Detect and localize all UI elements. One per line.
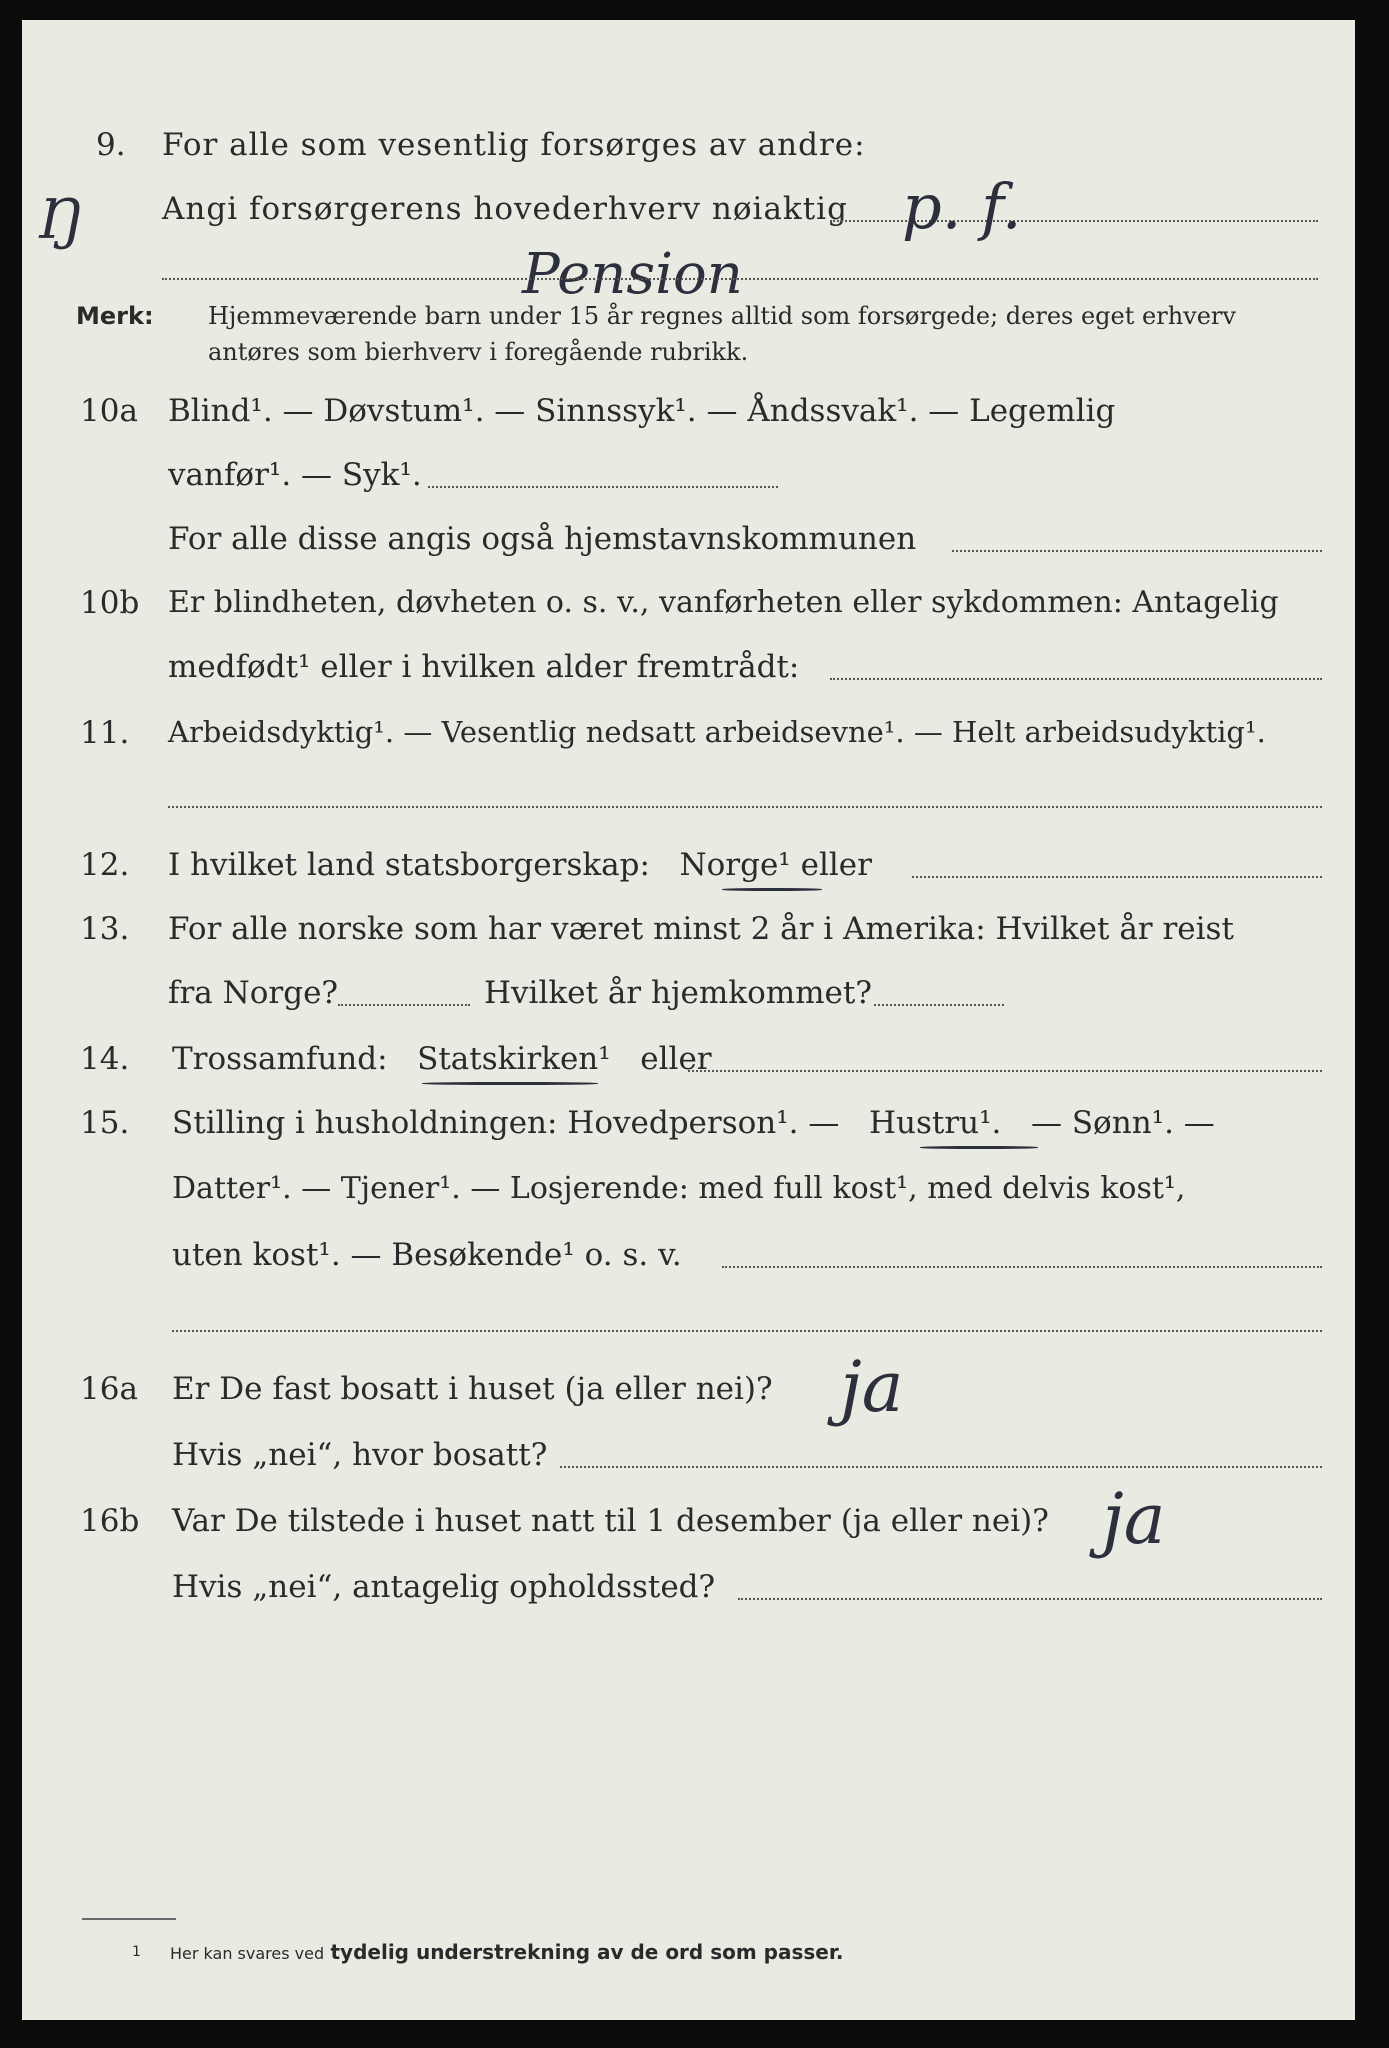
q16a-hand-answer: ja: [840, 1346, 904, 1428]
q16a-line1: Er De fast bosatt i huset (ja eller nei)?: [172, 1371, 773, 1407]
q10b-line2: medfødt¹ eller i hvilken alder fremtrådt:: [168, 649, 800, 685]
q13-line2b: Hvilket år hjemkommet?: [484, 975, 872, 1011]
q14-after: eller: [640, 1041, 712, 1077]
q11-number: 11.: [80, 715, 130, 751]
q16b-line2: Hvis „nei“, antagelig opholdssted?: [172, 1569, 716, 1605]
footnote-text-bold: tydelig understrekning av de ord som passer.: [330, 1940, 844, 1964]
q10a-answer-line-syk: [428, 486, 778, 488]
q10a-answer-line-kommune: [952, 550, 1322, 552]
q16b-hand-answer: ja: [1102, 1478, 1166, 1560]
q10b-line1: Er blindheten, døvheten o. s. v., vanførheten eller sykdommen: Antagelig: [168, 585, 1279, 620]
merk-label: Merk:: [76, 302, 154, 330]
q9-line1: For alle som vesentlig forsørges av andre:: [162, 127, 866, 163]
q14-underlined-statskirken: Statskirken¹: [417, 1041, 611, 1077]
footnote-mark: 1: [132, 1944, 141, 1960]
footnote-text-plain: Her kan svares ved: [170, 1944, 325, 1963]
q16b-line1: Var De tilstede i huset natt til 1 desember (ja eller nei)?: [172, 1503, 1049, 1539]
q9-margin-mark: Ŋ: [36, 188, 82, 251]
q12-underlined-norge: Norge¹: [679, 847, 791, 883]
q16a-answer-line: [560, 1466, 1322, 1468]
q12-number: 12.: [80, 847, 130, 883]
q16a-number: 16a: [80, 1371, 138, 1407]
q15-answer-line1: [722, 1266, 1322, 1268]
q13-line2a: fra Norge?: [168, 975, 339, 1011]
q15-underlined-hustru: Hustru¹.: [868, 1105, 1002, 1141]
q10a-line1: Blind¹. — Døvstum¹. — Sinnssyk¹. — Åndssvak¹. — Legemlig: [168, 393, 1116, 429]
q15-number: 15.: [80, 1105, 130, 1141]
q10a-line3: For alle disse angis også hjemstavnskommunen: [168, 521, 917, 557]
footnote-text: [170, 1940, 843, 1964]
q14-hand-underline: [422, 1082, 598, 1085]
q16b-answer-line: [738, 1598, 1322, 1600]
q12-hand-underline: [722, 888, 822, 891]
q13-number: 13.: [80, 911, 130, 947]
q12-answer-line: [912, 876, 1322, 878]
q12-question: I hvilket land statsborgerskap:: [168, 847, 650, 883]
q13-answer-reist: [338, 1004, 470, 1006]
q14-number: 14.: [80, 1041, 130, 1077]
footnote-rule: [82, 1918, 176, 1920]
q14-answer-line: [688, 1070, 1322, 1072]
merk-line2: antøres som bierhverv i foregående rubrikk.: [208, 338, 749, 366]
q14-before: Trossamfund:: [172, 1041, 388, 1077]
q15-line1c: — Sønn¹. —: [1030, 1105, 1215, 1141]
q15-line1: [172, 1105, 1215, 1141]
q13-answer-hjemkommet: [874, 1004, 1004, 1006]
q15-line3: uten kost¹. — Besøkende¹ o. s. v.: [172, 1237, 682, 1273]
merk-line1: Hjemmeværende barn under 15 år regnes alltid som forsørgede; deres eget erhverv: [208, 302, 1236, 330]
q12-text: [168, 847, 872, 883]
q14-text: [172, 1041, 712, 1077]
q9-number: 9.: [96, 127, 126, 163]
q16a-line2: Hvis „nei“, hvor bosatt?: [172, 1437, 548, 1473]
q15-answer-line2: [172, 1330, 1322, 1332]
q9-hand-answer1: p. f.: [902, 170, 1022, 243]
q12-after: eller: [800, 847, 872, 883]
q10a-number: 10a: [80, 393, 138, 429]
q10b-answer-line: [830, 678, 1322, 680]
q13-line1: For alle norske som har været minst 2 år i Amerika: Hvilket år reist: [168, 911, 1234, 947]
census-form-page: [22, 20, 1355, 2020]
q9-hand-answer2: Pension: [522, 242, 743, 307]
q11-line1: Arbeidsdyktig¹. — Vesentlig nedsatt arbeidsevne¹. — Helt arbeidsudyktig¹.: [168, 715, 1266, 749]
q11-answer-line: [168, 806, 1322, 808]
q15-line2: Datter¹. — Tjener¹. — Losjerende: med full kost¹, med delvis kost¹,: [172, 1171, 1186, 1206]
q16b-number: 16b: [80, 1503, 140, 1539]
q9-answer-line2: [162, 278, 1318, 280]
q10b-number: 10b: [80, 585, 140, 621]
q15-hand-underline: [920, 1146, 1038, 1149]
q9-line2: Angi forsørgerens hovederhverv nøiaktig: [162, 191, 848, 227]
q10a-line2: vanfør¹. — Syk¹.: [168, 457, 422, 493]
q15-line1a: Stilling i husholdningen: Hovedperson¹. —: [172, 1105, 840, 1141]
